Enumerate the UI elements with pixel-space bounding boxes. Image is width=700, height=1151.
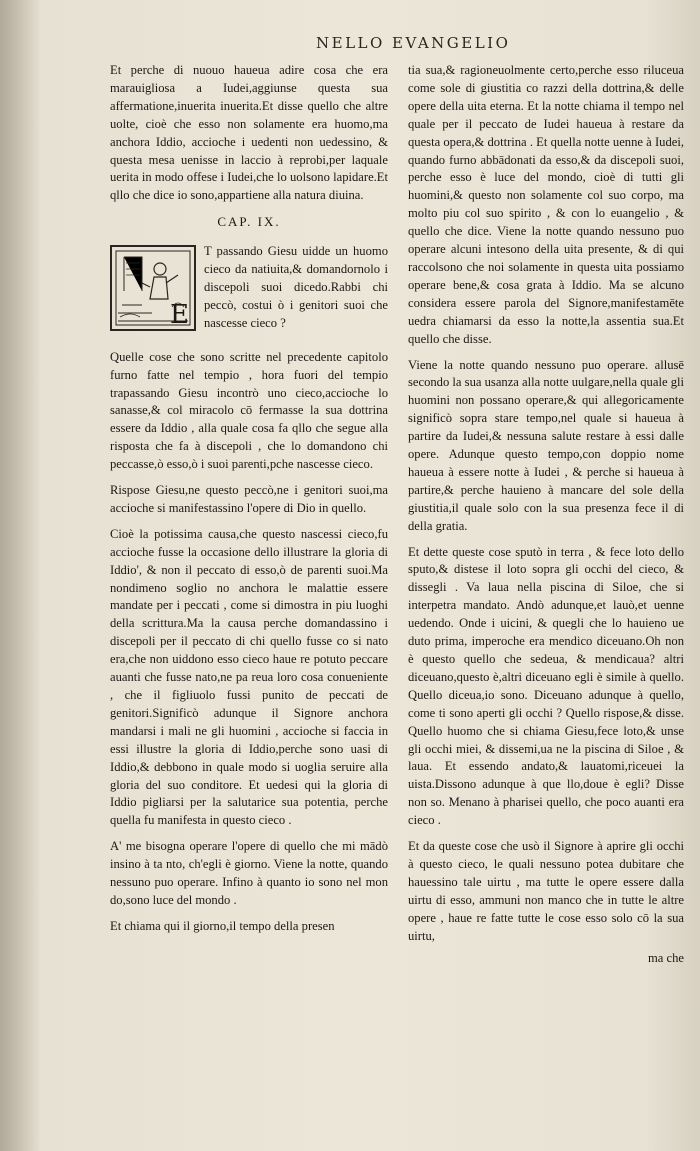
left-paragraph-1: Et perche di nuouo haueua adire cosa che era marauigliosa a Iudei,aggiunse questa sua affermatione,inuerita inuerita.Et disse quello che altre uolte, cioè che esso non solamente era huomo,ma anchora Iddio, accioche i uedenti non uedessino, & questa mesa uenisse in laccio à reprobi,per laquale uerita in modo offese i Iudei,che lo uolsono lapidare.Et qllo che dice io sono,appartiene alla natura diuina. <box>110 63 388 203</box>
gospel-verse-1: T passando Giesu uidde un huomo cieco da natiuita,& domandornolo i discepoli suoi dicedo.Rabbi chi peccò, costui ò i genitori suoi che nascesse cieco ? <box>204 244 388 330</box>
gospel-verse-2: Rispose Giesu,ne questo peccò,ne i genitori suoi,ma accioche si manifestassino l'opere di Dio in quello. <box>110 483 388 515</box>
left-paragraph-7: Et chiama qui il giorno,il tempo della presen <box>110 918 335 933</box>
chapter-opening <box>110 243 388 341</box>
running-head: NELLO EVANGELIO <box>316 34 511 52</box>
chapter-heading: CAP. IX. <box>217 214 281 230</box>
right-paragraph-1: tia sua,& ragioneuolmente certo,perche esso riluceua come sole di giustitia co razzi della dottrina,& delle opere della uita eterna. Et la notte chiama il tempo nel quale per il peccato de Iudei haueua à restare da questa opera,& dottrina . Et quella notte uenne à Iudei, quando furno abbādonati da esso,& da discepoli suoi, perche esso è luce del mondo, cioè di tutti gli huomini,& questo non solamente col suo corpo, ma molto piu col suo spirito , & con lo euangelio , & quello che dice. Viene la notte quando nessuno puo operare alcuni intesono della uita presente, & di qui raccolsono che noi solamente in questa uita possiamo operare bene,& cosa grata à Iddio. Ma se alcuno considera essere parola del Signore,manifestamēte uedra chiamarsi da esso la notte,la assentia sua.Et quello che disse. <box>408 63 684 346</box>
woodcut-illustration <box>112 247 194 329</box>
catchword: ma che <box>647 950 684 965</box>
right-paragraph-4: Et da queste cose che usò il Signore à aprire gli occhi à questo cieco, le quali nessuno potea dubitare che hauessino tale uirtu , ma tutte le opere essere dalla uirtu di esso, ammuni non manco che in tutte le altre opere , haue re fatte tutte le cose esso solo cō la sua uirtu, <box>408 839 684 943</box>
initial-letter: E <box>170 300 189 330</box>
gospel-verse-3: A' me bisogna operare l'opere di quello che mi mādò insino à ta nto, ch'egli è giorno. Viene la notte, quando nessuno puo operare. Infino à quanto io sono nel mon do,sono luce del mondo . <box>110 839 388 907</box>
left-paragraph-3: Quelle cose che sono scritte nel precedente capitolo furno fatte nel tempio , hora fuori del tempio trapassando Giesu incontrò uno cieco,accioche lo sanasse,& col miracolo cō fermasse la sua dottrina essere da Iddio , alla quale cosa fa qllo che segue alla risposta che fa à discepoli , che lo domandono chi peccasse,ò esso,ò i suoi parenti,pche nascesse cieco. <box>110 349 388 472</box>
gutter-shadow <box>0 0 40 1151</box>
right-paragraph-2: Viene la notte quando nessuno puo operare. allusē secondo la sua usanza alla notte uulgare,nella quale gli huomini non possano operare,& qui allegoricamente significò sopra stare tempo,nel quale si haueua à partire da Iudei,& nessuna salute restare à essi dalle opere. Adunque questo tempo,con doppio nome haueua à essere notte à Iudei , & perche si haueua à partire,& perche hauieno à mancare del sole della giustitia,il quale solo con la sua presenza fece il di della gratia. <box>408 357 684 533</box>
gospel-verse-4: Et dette queste cose sputò in terra , & fece loto dello sputo,& distese il loto sopra gli occhi del cieco, & dissegli . Va laua nella piscina di Siloe, che si interpetra mandato. Andò adunque,et lauò,et uenne uedendo. Onde i uicini, & quegli che lo hauieno ue duto prima, imperoche era mendico diceuano.Oh non è questo quello che sedeua, & mendicaua? altri diceuano,questo è,altri diceuano egli è simile à quello. Quello diceua,io sono. Diceuano adunque à quello, come ti sono aperti gli occhi ? Quello rispose,& disse. Quello huomo che si chiama Giesu,fece loto,& unse gli occhi miei, & dissemi,ua ne la piscina di Siloe , & laua. Et essendo andato,& lauatomi,riceuei la uista.Dissono adunque à que llo,doue è egli? Disse non so. Menano à pharisei quello, che poco auanti era cieco . <box>408 544 684 828</box>
left-column <box>110 62 388 944</box>
left-paragraph-5: Cioè la potissima causa,che questo nascessi cieco,fu accioche fusse la occasione dello illustrare la gloria di Iddio', & non il peccato di esso,ò de parenti suoi.Ma nondimeno soglio no anchora le malattie essere mandate per i peccati , come si dimostra in piu luoghi della scrittura.Ma la causa perche domandassino i discepoli per il peccato di chi quello fusse co si nato era,che non uiddono esso cieco haue re potuto peccare auanti che fusse nato,ne pa reua loro cosa conueniente , che il figliuolo fussi punito de peccati de genitori.Significò adunque il Signore anchora mandarsi i mali ne gli huomini , accioche si faccia in essi illustre la gloria di Iddio,perche sono uasi di Iddio,& debbono in quale modo si uoglia seruire alla gloria del suo conditore. Et uedesi qui la gloria di Iddio pigliarsi per la salutarice sua potentia, perche quella fu manifesta in questo cieco . <box>110 526 388 828</box>
right-column <box>408 62 684 967</box>
decorated-initial-woodcut <box>110 245 196 331</box>
